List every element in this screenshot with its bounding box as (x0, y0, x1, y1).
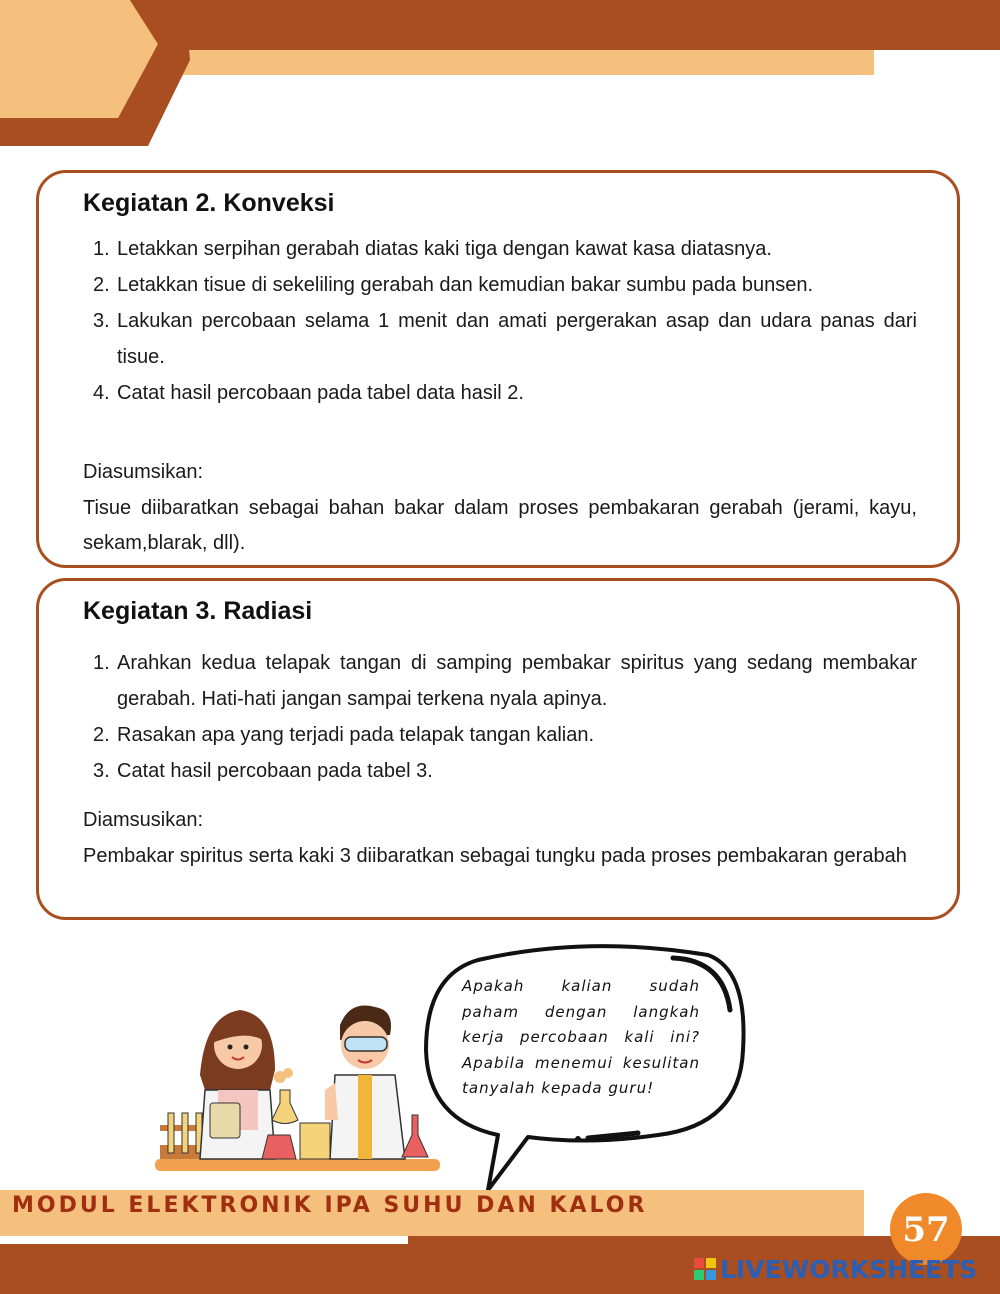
assumption-label: Diasumsikan: (83, 461, 204, 483)
list-item: 3. Lakukan percobaan selama 1 menit dan amati pergerakan asap dan udara panas dari tisue. (93, 310, 917, 368)
assumption-label: Diamsusikan: (83, 809, 204, 831)
list-item: 2. Letakkan tisue di sekeliling gerabah dan kemudian bakar sumbu pada bunsen. (93, 274, 814, 296)
list-item: 1. Letakkan serpihan gerabah diatas kaki tiga dengan kawat kasa diatasnya. (93, 238, 772, 260)
watermark-text: LIVEWORKSHEETS (720, 1254, 978, 1284)
list-item: 3. Catat hasil percobaan pada tabel 3. (93, 760, 433, 782)
scientists-illustration (150, 995, 450, 1180)
card-title: Kegiatan 2. Konveksi (83, 189, 335, 217)
header-decoration (0, 0, 1000, 150)
module-title: MODUL ELEKTRONIK IPA SUHU DAN KALOR (12, 1193, 648, 1218)
speech-bubble-text: Apakah kalian sudah paham dengan langkah kerja percobaan kali ini? Apabila menemui kesulitan tanyalah kepada guru! (462, 977, 700, 1098)
list-item: 2. Rasakan apa yang terjadi pada telapak tangan kalian. (93, 724, 595, 746)
list-item: 4. Catat hasil percobaan pada tabel data hasil 2. (93, 382, 524, 404)
activity-card-convection (36, 170, 960, 568)
activity-card-radiation (36, 578, 960, 920)
steps-list (93, 645, 917, 789)
liveworksheets-watermark (694, 1252, 977, 1286)
assumption-text: Tisue diibaratkan sebagai bahan bakar dalam proses pembakaran gerabah (jerami, kayu, sekam,blarak, dll). (83, 497, 917, 554)
steps-list (93, 231, 917, 411)
card-title: Kegiatan 3. Radiasi (83, 597, 313, 625)
list-item: 1. Arahkan kedua telapak tangan di samping pembakar spiritus yang sedang membakar gerabah. Hati-hati jangan sampai terkena nyala apinya. (93, 652, 917, 710)
assumption-text: Pembakar spiritus serta kaki 3 diibaratkan sebagai tungku pada proses pembakaran gerabah (83, 845, 907, 867)
liveworksheets-logo-icon (694, 1258, 716, 1280)
page-number: 57 (890, 1193, 962, 1265)
